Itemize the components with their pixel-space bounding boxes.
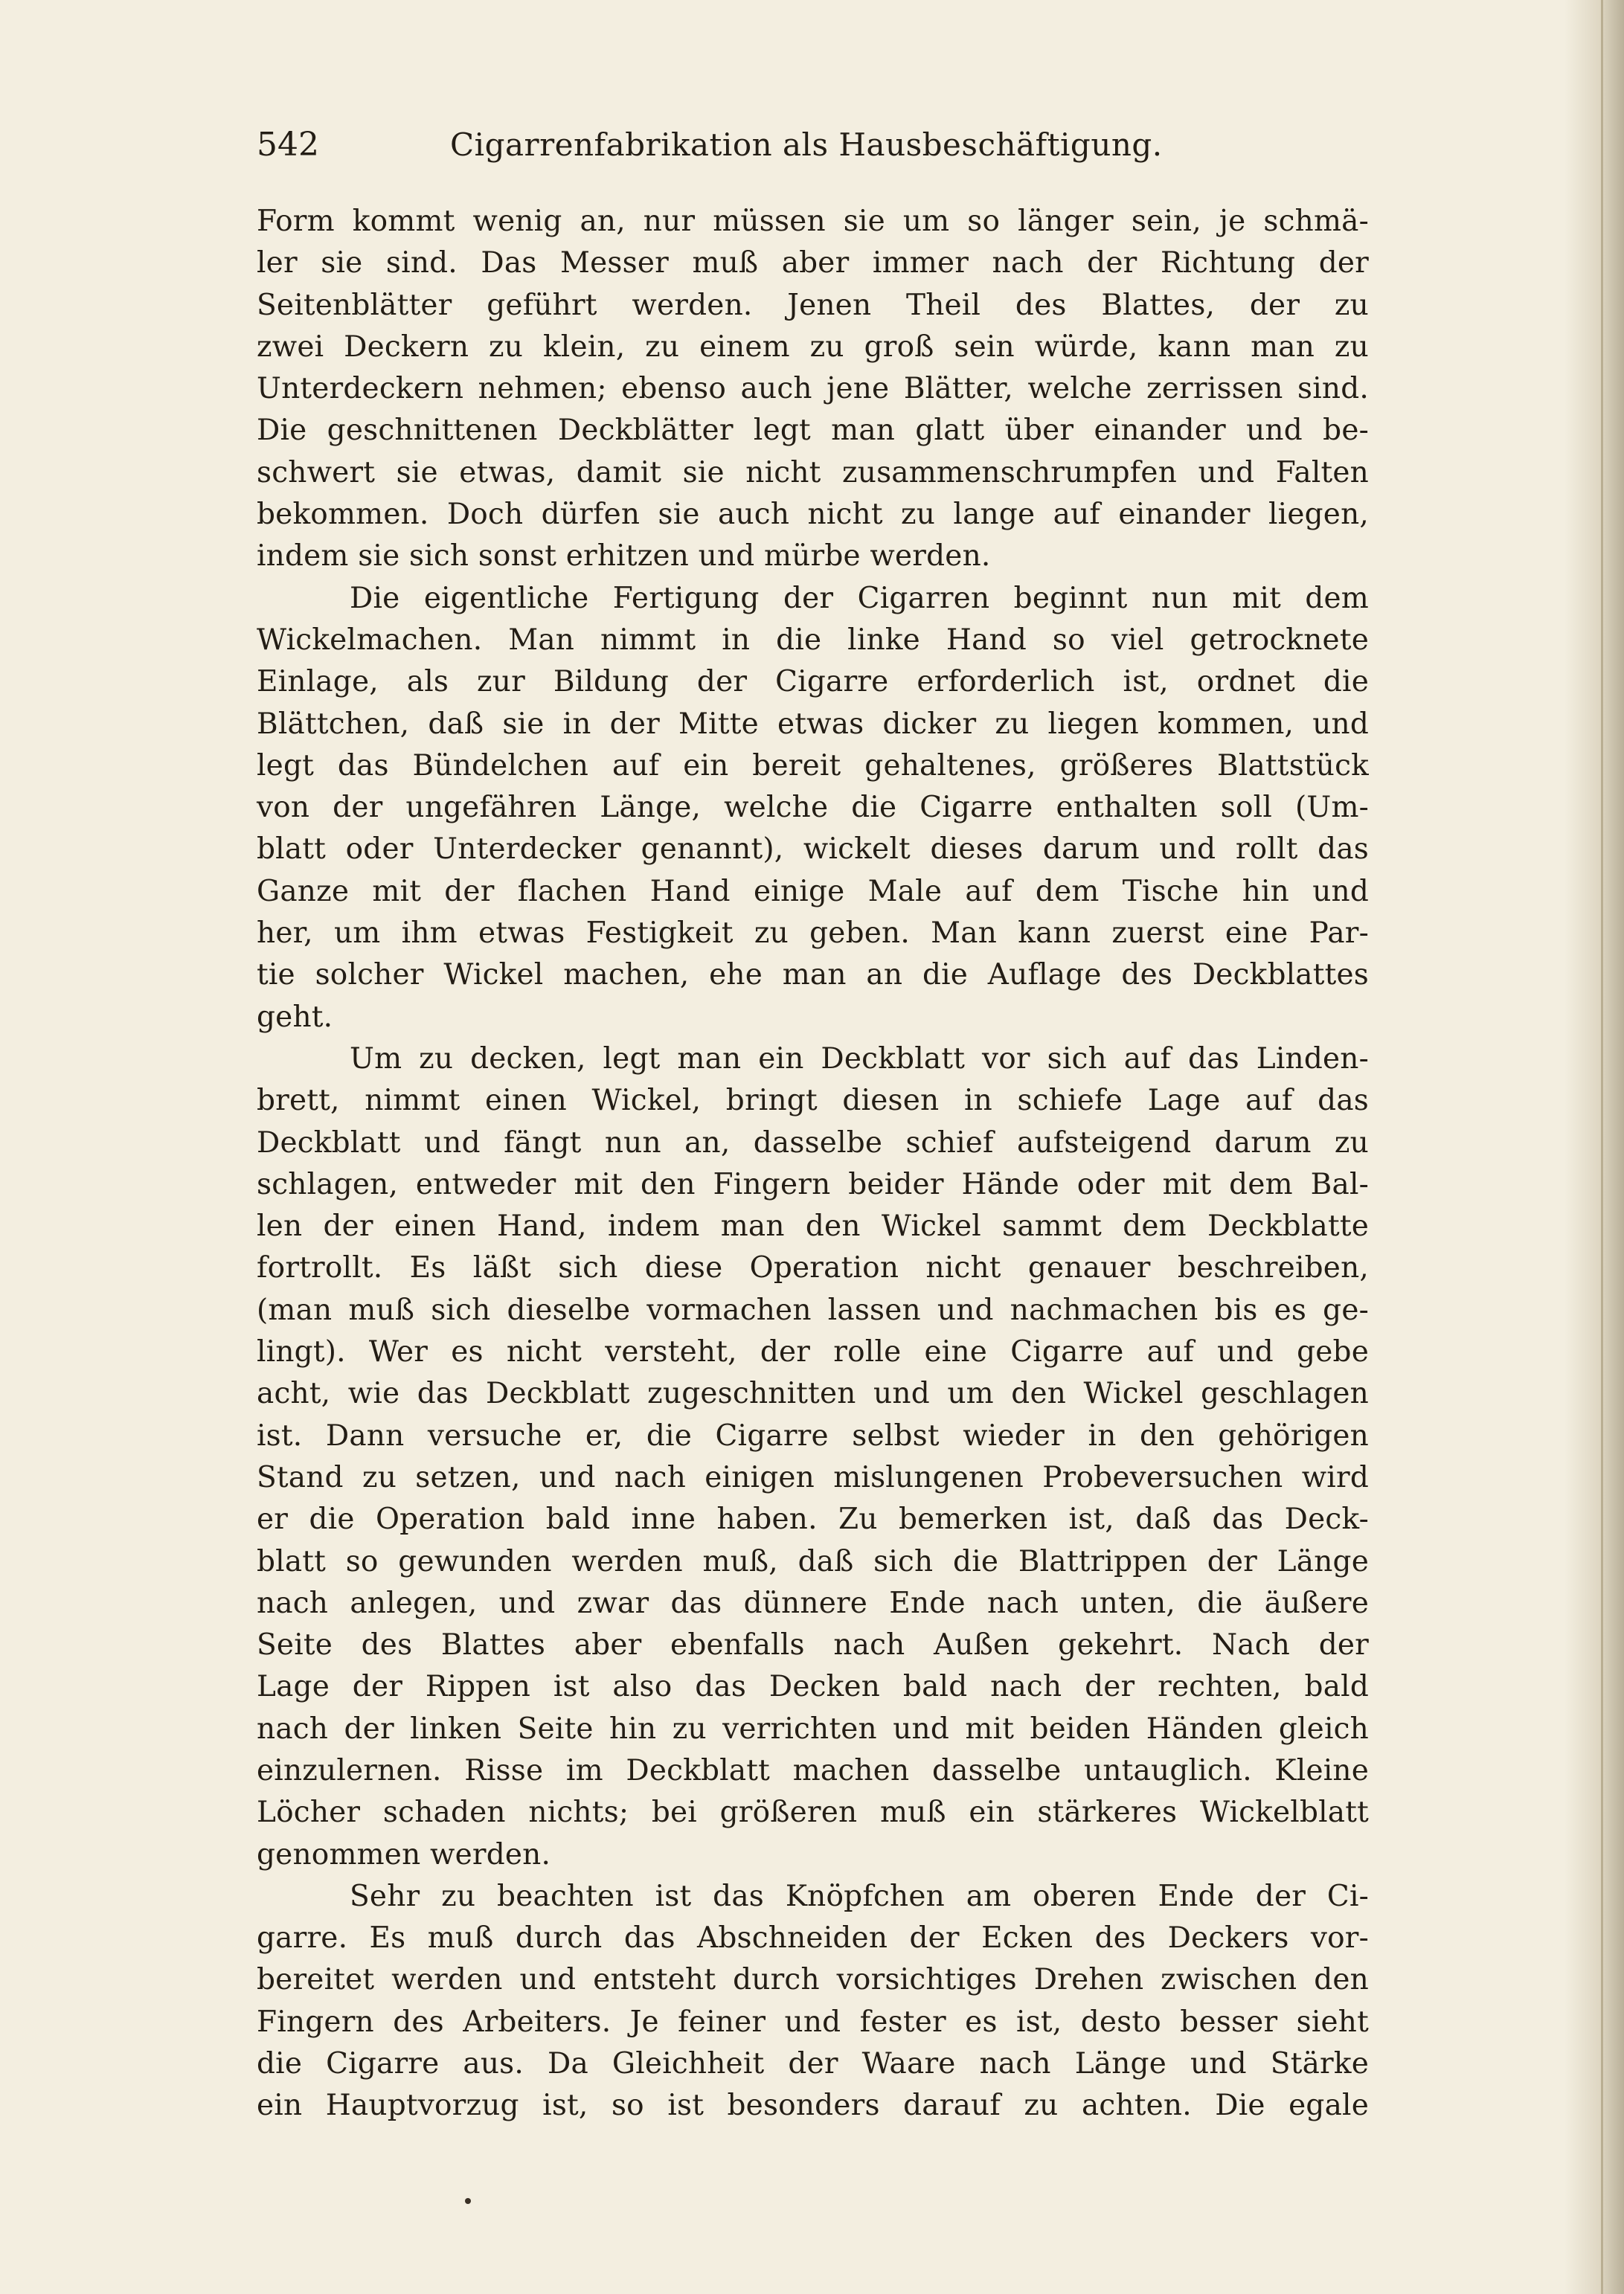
text-line: nach anlegen, und zwar das dünnere Ende nach unten, die äußere: [257, 1586, 1369, 1620]
text-line: garre. Es muß durch das Abschneiden der Ecken des Deckers vor-: [257, 1921, 1369, 1956]
text-line: Fingern des Arbeiters. Je feiner und fester es ist, desto besser sieht: [257, 2005, 1369, 2039]
text-line: ler sie sind. Das Messer muß aber immer nach der Richtung der: [257, 246, 1369, 280]
text-line: er die Operation bald inne haben. Zu bemerken ist, daß das Deck-: [257, 1503, 1369, 1537]
text-line: len der einen Hand, indem man den Wickel sammt dem Deckblatte: [257, 1209, 1369, 1244]
text-line: einzulernen. Risse im Deckblatt machen dasselbe untauglich. Kleine: [257, 1753, 1369, 1787]
text-line: Deckblatt und fängt nun an, dasselbe schief aufsteigend darum zu: [257, 1125, 1369, 1160]
text-line: lingt). Wer es nicht versteht, der rolle eine Cigarre auf und gebe: [257, 1335, 1369, 1369]
text-line: Unterdeckern nehmen; ebenso auch jene Blätter, welche zerrissen sind.: [257, 372, 1369, 406]
text-line: fortrollt. Es läßt sich diese Operation nicht genauer beschreiben,: [257, 1251, 1369, 1285]
text-line: blatt oder Unterdecker genannt), wickelt dieses darum und rollt das: [257, 832, 1369, 867]
body-text: [257, 201, 1369, 2127]
text-line: bekommen. Doch dürfen sie auch nicht zu lange auf einander liegen,: [257, 498, 1369, 532]
text-line: ein Hauptvorzug ist, so ist besonders darauf zu achten. Die egale: [257, 2089, 1369, 2123]
text-line: Seitenblätter geführt werden. Jenen Theil des Blattes, der zu: [257, 288, 1369, 322]
text-line: legt das Bündelchen auf ein bereit gehaltenes, größeres Blattstück: [257, 748, 1369, 783]
page-number: 542: [257, 126, 319, 164]
paragraph-start-line: Die eigentliche Fertigung der Cigarren beginnt nun mit dem: [350, 581, 1369, 615]
text-line: Wickelmachen. Man nimmt in die linke Hand so viel getrocknete: [257, 623, 1369, 657]
text-line: Lage der Rippen ist also das Decken bald nach der rechten, bald: [257, 1670, 1369, 1704]
text-line: ist. Dann versuche er, die Cigarre selbst wieder in den gehörigen: [257, 1419, 1369, 1453]
text-line: Stand zu setzen, und nach einigen mislungenen Probeversuchen wird: [257, 1460, 1369, 1494]
text-line: bereitet werden und entsteht durch vorsichtiges Drehen zwischen den: [257, 1963, 1369, 1997]
text-line: Die geschnittenen Deckblätter legt man glatt über einander und be-: [257, 414, 1369, 448]
text-line: die Cigarre aus. Da Gleichheit der Waare nach Länge und Stärke: [257, 2047, 1369, 2081]
text-line: Löcher schaden nichts; bei größeren muß ein stärkeres Wickelblatt: [257, 1796, 1369, 1830]
text-line: indem sie sich sonst erhitzen und mürbe werden.: [257, 539, 991, 574]
text-line: schwert sie etwas, damit sie nicht zusammenschrumpfen und Falten: [257, 455, 1369, 489]
text-line: blatt so gewunden werden muß, daß sich die Blattrippen der Länge: [257, 1544, 1369, 1578]
text-line: zwei Deckern zu klein, zu einem zu groß sein würde, kann man zu: [257, 330, 1369, 364]
text-line: (man muß sich dieselbe vormachen lassen und nachmachen bis es ge-: [257, 1293, 1369, 1327]
paragraph-start-line: Sehr zu beachten ist das Knöpfchen am oberen Ende der Ci-: [350, 1879, 1369, 1913]
page-header: [257, 119, 1369, 171]
text-line: her, um ihm etwas Festigkeit zu geben. Man kann zuerst eine Par-: [257, 916, 1369, 951]
page-edge-shadow: [1564, 0, 1624, 2294]
text-line: von der ungefähren Länge, welche die Cigarre enthalten soll (Um-: [257, 791, 1369, 825]
text-line: Blättchen, daß sie in der Mitte etwas dicker zu liegen kommen, und: [257, 707, 1369, 741]
ink-dot-mark: [465, 2198, 471, 2204]
text-line: genommen werden.: [257, 1837, 551, 1871]
text-line: schlagen, entweder mit den Fingern beider Hände oder mit dem Bal-: [257, 1167, 1369, 1201]
text-line: Einlage, als zur Bildung der Cigarre erforderlich ist, ordnet die: [257, 665, 1369, 699]
text-line: geht.: [257, 1000, 333, 1034]
text-line: Seite des Blattes aber ebenfalls nach Außen gekehrt. Nach der: [257, 1628, 1369, 1662]
paragraph-start-line: Um zu decken, legt man ein Deckblatt vor sich auf das Linden-: [350, 1041, 1369, 1076]
running-title: Cigarrenfabrikation als Hausbeschäftigung.: [450, 126, 1163, 163]
text-line: Form kommt wenig an, nur müssen sie um so länger sein, je schmä-: [257, 205, 1369, 238]
text-line: Ganze mit der flachen Hand einige Male auf dem Tische hin und: [257, 874, 1369, 908]
text-line: nach der linken Seite hin zu verrichten und mit beiden Händen gleich: [257, 1712, 1369, 1746]
text-line: acht, wie das Deckblatt zugeschnitten und um den Wickel geschlagen: [257, 1377, 1369, 1411]
text-line: brett, nimmt einen Wickel, bringt diesen in schiefe Lage auf das: [257, 1084, 1369, 1118]
text-line: tie solcher Wickel machen, ehe man an die Auflage des Deckblattes: [257, 958, 1369, 992]
page-edge: [1601, 0, 1603, 2294]
